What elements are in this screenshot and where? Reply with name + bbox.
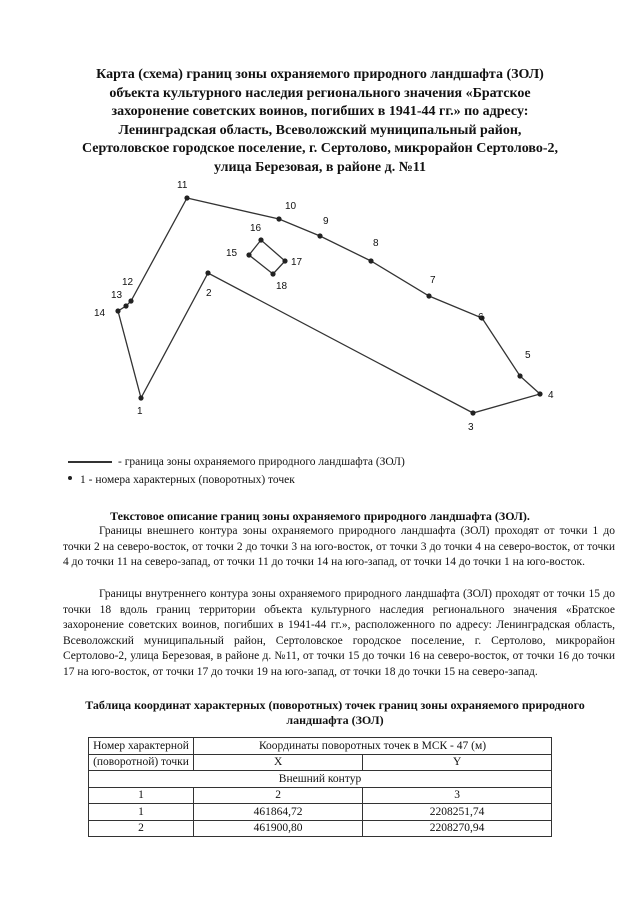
point-label: 7: [430, 275, 436, 286]
coordinates-table: [88, 737, 552, 837]
title-line: Карта (схема) границ зоны охраняемого природного ландшафта (ЗОЛ): [96, 67, 544, 82]
point-label: 14: [94, 308, 106, 319]
point-11: [184, 195, 189, 200]
boundary-points: [115, 195, 542, 415]
point-7: [426, 293, 431, 298]
header-point-number: Номер характерной: [89, 738, 194, 755]
legend-boundary: [68, 456, 405, 468]
boundary-map: [0, 0, 640, 440]
title-line: объекта культурного наследия регионального значения «Братское: [109, 85, 531, 101]
table-column-numbers-row: [89, 787, 552, 804]
cell-x: 461864,72: [194, 804, 363, 821]
table-header-row: [89, 754, 552, 771]
outer-boundary: [118, 198, 540, 413]
cell-x: 461900,80: [194, 820, 363, 837]
point-label: 5: [525, 350, 531, 361]
point-15: [246, 252, 251, 257]
inner-contour-description: Границы внутреннего контура зоны охраняемого природного ландшафта (ЗОЛ) проходят от точки 15 до точки 18 вдоль границ территории объекта культурного наследия регионального значения «Братское захоронение советских воинов, погибших в 1941-44 гг.», расположенного по адресу: Ленинградская область, Всеволожский муниципальный район, Сертоловское городское поселение, г. Сертолово, микрорайон Сертолово-2, улица Березовая, в районе д. №11, от точки 15 до точки 16 на северо-восток, от точки 16 до точки 17 на юго-восток, от точки 17 до точки 19 на юго-запад, от точки 18 до точки 15 на северо-запад.: [63, 588, 615, 678]
point-label: 6: [478, 312, 484, 323]
column-number: 2: [194, 787, 363, 804]
title-line: улица Березовая, в районе д. №11: [213, 159, 426, 175]
point-2: [205, 270, 210, 275]
point-label: 2: [206, 288, 212, 299]
point-label: 4: [548, 390, 554, 401]
point-10: [276, 216, 281, 221]
point-17: [282, 258, 287, 263]
table-row: [89, 804, 552, 821]
point-14: [115, 308, 120, 313]
point-16: [258, 237, 263, 242]
point-label: 11: [177, 180, 188, 191]
title-line: захоронение советских воинов, погибших в 1941-44 гг.» по адресу:: [111, 104, 529, 119]
cell-y: 2208270,94: [363, 820, 552, 837]
point-8: [368, 258, 373, 263]
legend-points-text: 1 - номера характерных (поворотных) точек: [80, 474, 295, 486]
header-y: Y: [363, 754, 552, 771]
column-number: 1: [89, 787, 194, 804]
point-label: 8: [373, 238, 379, 249]
point-label: 16: [250, 223, 262, 234]
point-label: 18: [276, 281, 288, 292]
title-line: Сертоловское городское поселение, г. Сертолово, микрорайон Сертолово-2,: [82, 141, 558, 156]
table-row: [89, 820, 552, 837]
point-label: 3: [468, 422, 474, 433]
header-x: X: [194, 754, 363, 771]
table-title-line: Таблица координат характерных (поворотных) точек границ зоны охраняемого природного: [85, 698, 585, 712]
table-title-line: ландшафта (ЗОЛ): [286, 713, 384, 727]
point-1: [138, 395, 143, 400]
cell-point-number: 2: [89, 820, 194, 837]
point-18: [270, 271, 275, 276]
section-outer-contour: Внешний контур: [89, 771, 552, 788]
point-13: [123, 303, 128, 308]
point-label: 13: [111, 290, 123, 301]
legend-points: [68, 474, 295, 486]
point-label: 17: [291, 257, 303, 268]
boundary-line-sample: [68, 461, 112, 463]
title-line: Ленинградская область, Всеволожский муниципальный район,: [118, 122, 522, 138]
point-3: [470, 410, 475, 415]
header-point-number-2: (поворотной) точки: [89, 754, 194, 771]
cell-point-number: 1: [89, 804, 194, 821]
column-number: 3: [363, 787, 552, 804]
cell-y: 2208251,74: [363, 804, 552, 821]
text-description-title: Текстовое описание границ зоны охраняемого природного ландшафта (ЗОЛ).: [110, 509, 530, 523]
table-section-row: [89, 771, 552, 788]
table-header-row: [89, 738, 552, 755]
point-label: 12: [122, 277, 134, 288]
legend-boundary-text: - граница зоны охраняемого природного ландшафта (ЗОЛ): [118, 456, 405, 468]
inner-boundary: [249, 240, 285, 274]
point-label: 1: [137, 406, 143, 417]
outer-contour-description: Границы внешнего контура зоны охраняемого природного ландшафта (ЗОЛ) проходят от точки 1 до точки 2 на северо-восток, от точки 2 до точки 3 на юго-восток, от точки 3 до точки 4 на северо-восток, от точки 4 до точки 11 на северо-запад, от точки 11 до точки 14 на юго-запад, от точки 14 до точки 1 на юго-восток.: [63, 525, 615, 569]
point-5: [517, 373, 522, 378]
point-dot-sample: [68, 476, 72, 480]
header-coordinates: Координаты поворотных точек в МСК - 47 (м): [194, 738, 552, 755]
table-title: [55, 698, 615, 728]
point-9: [317, 233, 322, 238]
point-labels: [94, 180, 554, 433]
point-label: 15: [226, 248, 238, 259]
point-label: 10: [285, 201, 297, 212]
point-4: [537, 391, 542, 396]
point-label: 9: [323, 216, 329, 227]
point-12: [128, 298, 133, 303]
